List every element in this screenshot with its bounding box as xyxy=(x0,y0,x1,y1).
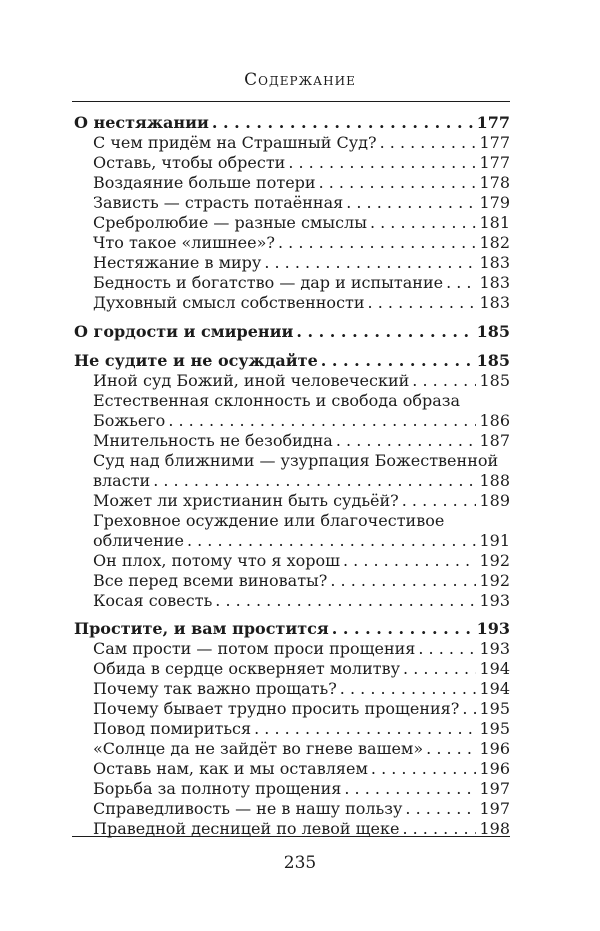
toc-title: обличение xyxy=(93,531,184,550)
toc-leader xyxy=(153,471,476,491)
toc-leader xyxy=(346,193,476,213)
toc-leader xyxy=(403,659,476,679)
toc-entry xyxy=(74,133,510,153)
toc-page: 192 xyxy=(479,551,510,570)
toc-leader xyxy=(254,719,476,739)
toc-title: «Солнце да не зайдёт во гневе вашем» xyxy=(93,739,424,758)
toc-leader xyxy=(370,213,477,233)
toc-page: 178 xyxy=(479,173,510,192)
toc-entry xyxy=(74,213,510,233)
toc-leader xyxy=(332,619,474,639)
toc-page: 177 xyxy=(479,153,510,172)
toc-leader xyxy=(412,371,476,391)
toc-leader xyxy=(402,491,477,511)
toc-entry xyxy=(74,273,510,293)
toc-page: 189 xyxy=(479,491,510,510)
toc-entry xyxy=(74,739,510,759)
toc-page: 196 xyxy=(479,739,510,758)
toc-title: Все перед всеми виноваты? xyxy=(93,571,328,590)
toc-title: власти xyxy=(93,471,151,490)
toc-title: Бедность и богатство — дар и испытание xyxy=(93,273,444,292)
toc-title: Не судите и не осуждайте xyxy=(74,351,318,370)
toc-title: Сам прости — потом проси прощения xyxy=(93,639,416,658)
toc-entry xyxy=(74,639,510,659)
toc-title: Божьего xyxy=(93,411,166,430)
toc-title: Нестяжание в миру xyxy=(93,253,262,272)
toc-title: Оставь, чтобы обрести xyxy=(93,153,286,172)
toc-leader xyxy=(405,799,476,819)
toc-leader xyxy=(321,351,474,371)
toc-entry xyxy=(74,591,510,611)
toc-leader xyxy=(212,113,474,133)
table-of-contents xyxy=(74,113,510,839)
toc-entry xyxy=(74,799,510,819)
toc-leader xyxy=(336,431,477,451)
toc-section xyxy=(74,113,510,133)
toc-title: Иной суд Божий, иной человеческий xyxy=(93,371,410,390)
toc-entry xyxy=(74,679,510,699)
toc-page: 181 xyxy=(479,213,510,232)
toc-leader xyxy=(278,233,476,253)
toc-entry-line1 xyxy=(74,391,510,411)
toc-leader xyxy=(319,173,477,193)
toc-title: Обида в сердце оскверняет молитву xyxy=(93,659,401,678)
toc-title: Почему так важно прощать? xyxy=(93,679,337,698)
toc-section xyxy=(74,322,510,342)
toc-page: 183 xyxy=(479,293,510,312)
toc-page: 196 xyxy=(479,759,510,778)
toc-title: Борьба за полноту прощения xyxy=(93,779,342,798)
toc-entry xyxy=(74,659,510,679)
toc-page: 193 xyxy=(479,591,510,610)
toc-leader xyxy=(288,153,476,173)
toc-leader xyxy=(368,293,477,313)
toc-entry xyxy=(74,531,510,551)
toc-page: 194 xyxy=(479,679,510,698)
toc-page: 191 xyxy=(479,531,510,550)
toc-title: Может ли христианин быть судьёй? xyxy=(93,491,399,510)
toc-leader xyxy=(187,531,477,551)
toc-page: 195 xyxy=(479,699,510,718)
toc-leader xyxy=(344,779,476,799)
toc-entry xyxy=(74,571,510,591)
toc-title: Суд над ближними — узурпация Божественной xyxy=(93,451,499,470)
toc-leader xyxy=(330,571,476,591)
toc-leader xyxy=(462,699,476,719)
toc-title: Косая совесть xyxy=(93,591,213,610)
toc-section xyxy=(74,619,510,639)
toc-title: Он плох, потому что я хорош xyxy=(93,551,340,570)
toc-section xyxy=(74,351,510,371)
toc-title: Справедливость — не в нашу пользу xyxy=(93,799,403,818)
toc-leader xyxy=(264,253,476,273)
toc-page: 177 xyxy=(479,133,510,152)
toc-title: О нестяжании xyxy=(74,113,209,132)
toc-page: 185 xyxy=(479,371,510,390)
toc-leader xyxy=(371,759,477,779)
top-rule xyxy=(72,101,510,102)
toc-title: Что такое «лишнее»? xyxy=(93,233,275,252)
toc-title: О гордости и смирении xyxy=(74,322,294,341)
toc-title: Почему бывает трудно просить прощения? xyxy=(93,699,460,718)
toc-title: Сребролюбие — разные смыслы xyxy=(93,213,367,232)
toc-entry xyxy=(74,253,510,273)
toc-title: Зависть — страсть потаённая xyxy=(93,193,344,212)
toc-entry xyxy=(74,779,510,799)
toc-entry-line1 xyxy=(74,511,510,531)
toc-entry xyxy=(74,759,510,779)
toc-page: 186 xyxy=(479,411,510,430)
toc-page: 194 xyxy=(479,659,510,678)
toc-page: 188 xyxy=(479,471,510,490)
toc-page: 187 xyxy=(479,431,510,450)
toc-entry xyxy=(74,153,510,173)
running-head: Содержание xyxy=(244,70,356,90)
toc-entry xyxy=(74,699,510,719)
toc-page: 198 xyxy=(479,819,510,838)
toc-page: 185 xyxy=(476,322,510,341)
toc-title: С чем придём на Страшный Суд? xyxy=(93,133,377,152)
toc-page: 195 xyxy=(479,719,510,738)
toc-leader xyxy=(426,739,476,759)
toc-title: Простите, и вам простится xyxy=(74,619,329,638)
toc-entry xyxy=(74,193,510,213)
toc-entry xyxy=(74,471,510,491)
toc-page: 197 xyxy=(479,799,510,818)
page-number: 235 xyxy=(283,853,317,873)
toc-leader xyxy=(168,411,476,431)
toc-entry xyxy=(74,431,510,451)
toc-page: 192 xyxy=(479,571,510,590)
toc-title: Праведной десницей по левой щеке xyxy=(93,819,400,838)
toc-entry xyxy=(74,491,510,511)
toc-title: Повод помириться xyxy=(93,719,252,738)
toc-page: 183 xyxy=(479,253,510,272)
toc-page: 193 xyxy=(479,639,510,658)
toc-page: 182 xyxy=(479,233,510,252)
toc-title: Естественная склонность и свобода образа xyxy=(93,391,461,410)
toc-leader xyxy=(380,133,477,153)
toc-leader xyxy=(343,551,476,571)
bottom-rule xyxy=(72,836,510,837)
toc-entry xyxy=(74,233,510,253)
toc-title: Греховное осуждение или благочестивое xyxy=(93,511,445,530)
toc-entry xyxy=(74,719,510,739)
toc-entry xyxy=(74,551,510,571)
toc-entry xyxy=(74,293,510,313)
toc-entry xyxy=(74,411,510,431)
toc-entry xyxy=(74,371,510,391)
toc-title: Воздаяние больше потери xyxy=(93,173,316,192)
toc-page: 179 xyxy=(479,193,510,212)
toc-leader xyxy=(296,322,473,342)
toc-page: 193 xyxy=(476,619,510,638)
toc-title: Духовный смысл собственности xyxy=(93,293,365,312)
toc-leader xyxy=(446,273,476,293)
toc-leader xyxy=(215,591,476,611)
toc-page: 185 xyxy=(476,351,510,370)
toc-page: 197 xyxy=(479,779,510,798)
toc-entry xyxy=(74,173,510,193)
toc-page: 177 xyxy=(476,113,510,132)
toc-title: Оставь нам, как и мы оставляем xyxy=(93,759,368,778)
toc-entry-line1 xyxy=(74,451,510,471)
toc-leader xyxy=(340,679,477,699)
toc-title: Мнительность не безобидна xyxy=(93,431,333,450)
toc-page: 183 xyxy=(479,273,510,292)
toc-leader xyxy=(418,639,476,659)
